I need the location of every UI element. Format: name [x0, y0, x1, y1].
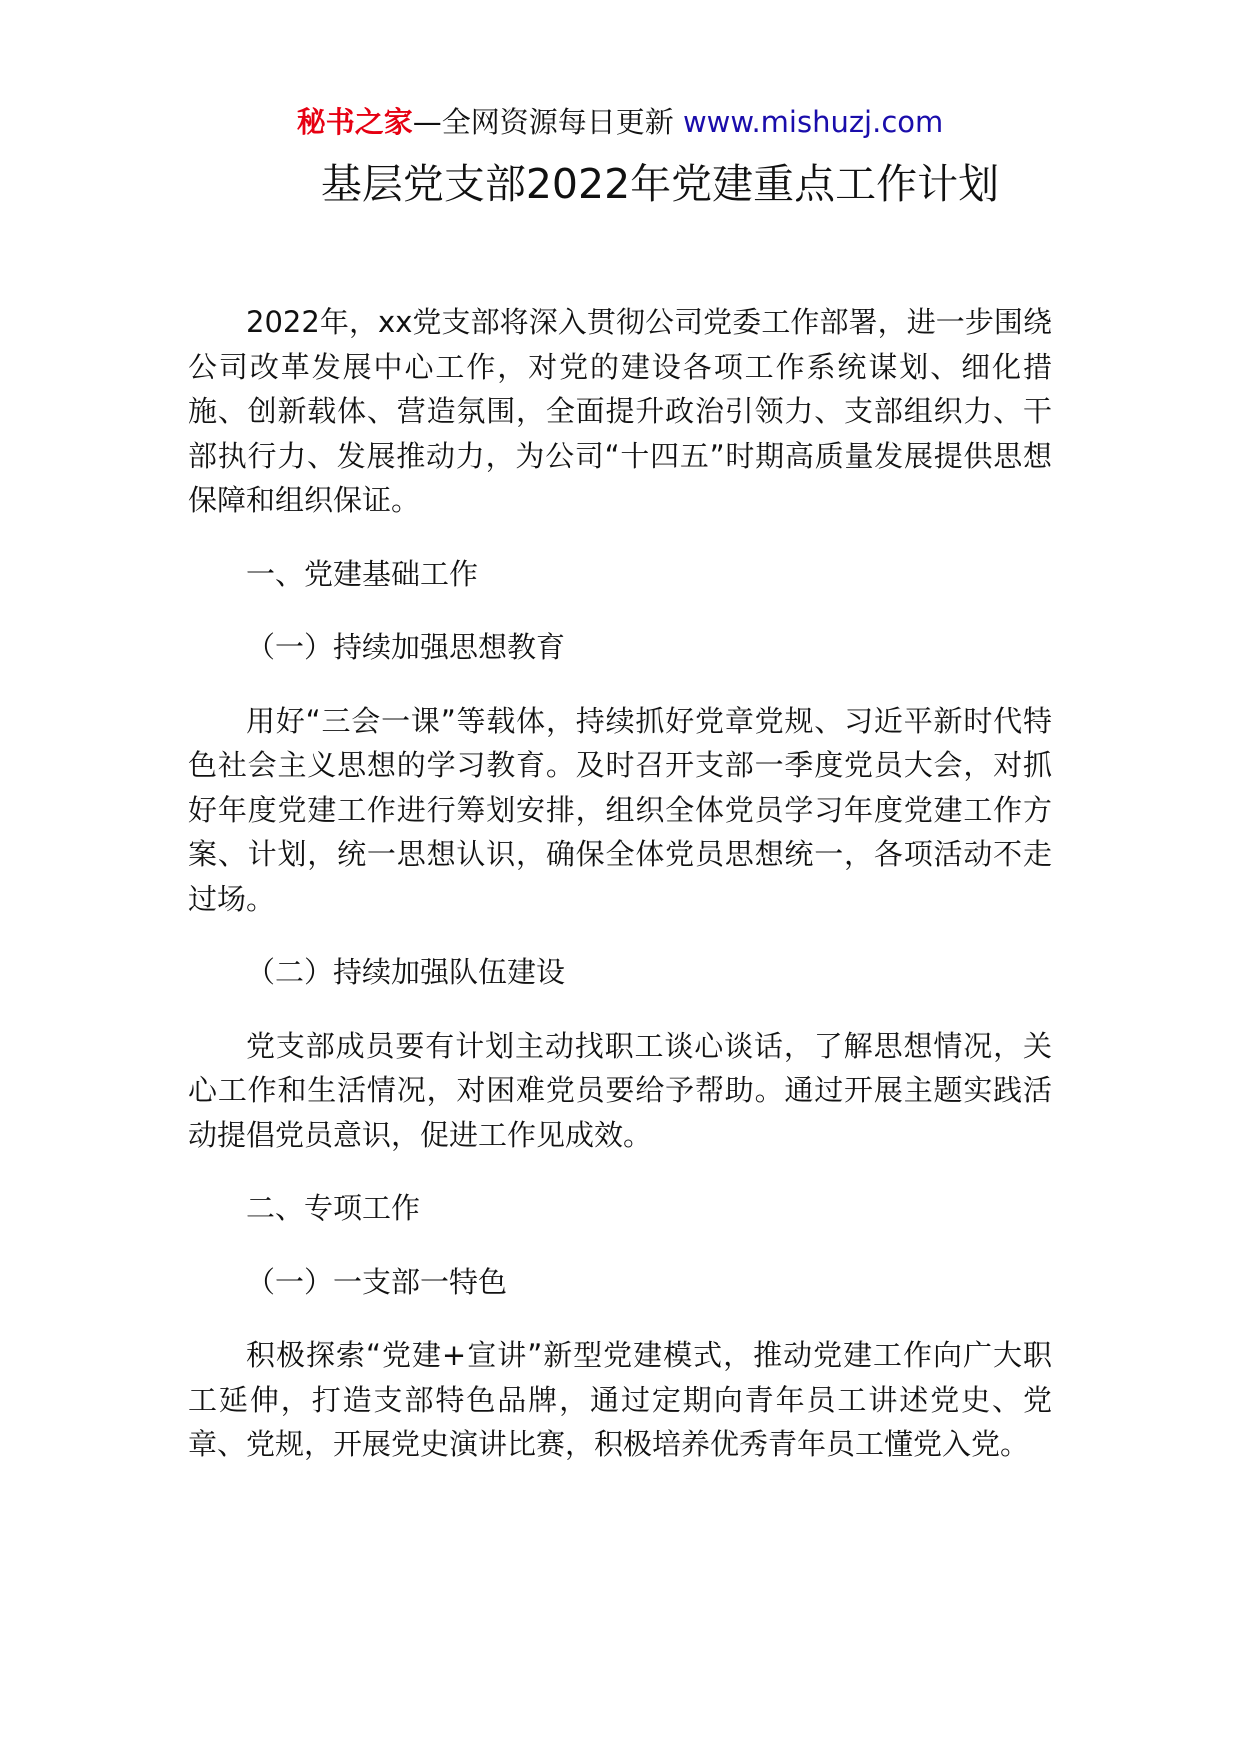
body-paragraph-1-2: 党支部成员要有计划主动找职工谈心谈话，了解思想情况，关心工作和生活情况，对困难党员要给予帮助。通过开展主题实践活动提倡党员意识，促进工作见成效。 — [188, 1028, 1052, 1152]
section-heading-1: 一、党建基础工作 — [246, 556, 479, 591]
document-body — [188, 300, 1052, 1496]
body-paragraph-2-1: 积极探索“党建+宣讲”新型党建模式，推动党建工作向广大职工延伸，打造支部特色品牌，通过定期向青年员工讲述党史、党章、党规，开展党史演讲比赛，积极培养优秀青年员工懂党入党。 — [188, 1338, 1052, 1461]
subsection-heading-1-2: （二）持续加强队伍建设 — [246, 955, 566, 989]
body-paragraph-1-1: 用好“三会一课”等载体，持续抓好党章党规、习近平新时代特色社会主义思想的学习教育。及时召开支部一季度党员大会，对抓好年度党建工作进行筹划安排，组织全体党员学习年度党建工作方案、计划，统一思想认识，确保全体党员思想统一，各项活动不走过场。 — [188, 703, 1052, 916]
subsection-heading-2-1: （一）一支部一特色 — [246, 1264, 508, 1299]
site-header — [0, 102, 1240, 142]
subsection-heading-1-1: （一）持续加强思想教育 — [246, 630, 566, 664]
header-tagline: —全网资源每日更新 — [412, 105, 674, 139]
site-url-link[interactable]: www.mishuzj.com — [682, 105, 944, 139]
brand-name: 秘书之家 — [296, 105, 413, 139]
section-heading-2: 二、专项工作 — [246, 1191, 421, 1225]
document-title: 基层党支部2022年党建重点工作计划 — [320, 160, 1000, 208]
intro-paragraph: 2022年，xx党支部将深入贯彻公司党委工作部署，进一步围绕公司改革发展中心工作，对党的建设各项工作系统谋划、细化措施、创新载体、营造氛围，全面提升政治引领力、支部组织力、干部执行力、发展推动力，为公司“十四五”时期高质量发展提供思想保障和组织保证。 — [188, 305, 1052, 517]
